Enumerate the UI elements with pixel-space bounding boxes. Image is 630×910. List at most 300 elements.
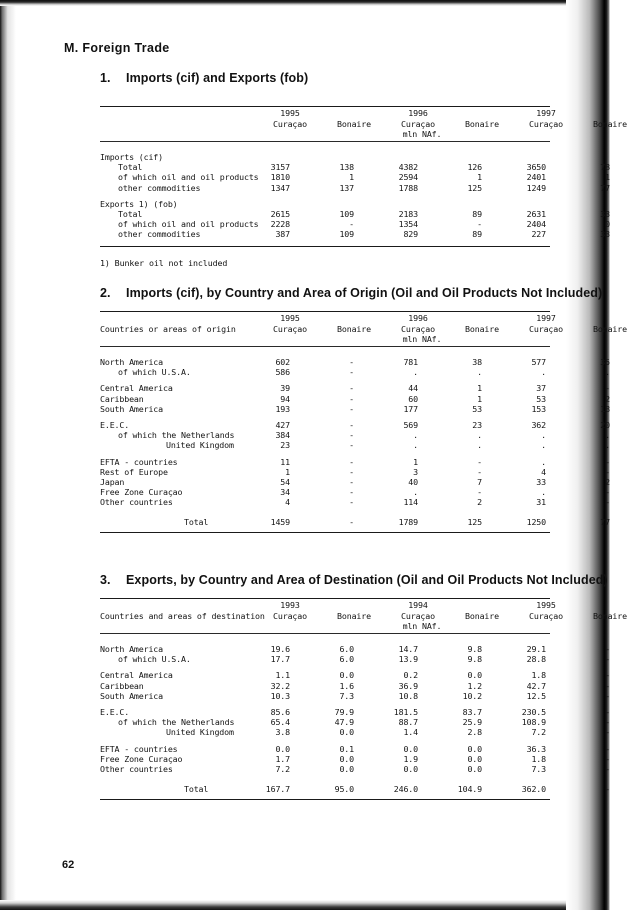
- table-row: [100, 152, 550, 162]
- table-cell: -: [605, 743, 610, 754]
- footnote-bunker-oil: 1) Bunker oil not included: [100, 258, 228, 268]
- table-cell: .: [541, 430, 546, 441]
- table-row: [100, 367, 610, 378]
- section-number: 3.: [100, 573, 111, 587]
- row-spacer: [100, 774, 550, 784]
- table-cell: 177: [403, 403, 418, 414]
- table-row: [100, 690, 610, 701]
- row-label: of which U.S.A.: [118, 367, 191, 378]
- table-cell: 2183: [398, 208, 418, 219]
- table-cell: 0: [605, 219, 610, 230]
- table-cell: 0.0: [339, 727, 354, 738]
- year-header-1995: 1995: [536, 600, 556, 610]
- table-cell: 1: [477, 383, 482, 394]
- section-title: Imports (cif) and Exports (fob): [126, 71, 309, 85]
- total-cell: 125: [467, 517, 482, 528]
- column-header-bonaire-5: Bonaire: [593, 611, 627, 621]
- total-cell: 167.7: [265, 784, 290, 795]
- column-header-bonaire-3: Bonaire: [465, 324, 499, 334]
- table-cell: -: [605, 487, 610, 498]
- row-label: EFTA - countries: [100, 743, 178, 754]
- table-cell: 32.2: [270, 680, 290, 691]
- table-cell: 0.1: [339, 743, 354, 754]
- table-cell: 2: [477, 497, 482, 508]
- table-row: [100, 476, 610, 487]
- table-cell: 1: [349, 172, 354, 183]
- table-cell: 230.5: [521, 706, 546, 717]
- table-cell: 13.9: [398, 654, 418, 665]
- table-cell: -: [477, 487, 482, 498]
- column-header-curaao-0: Curaçao: [273, 611, 307, 621]
- table-cell: 2615: [270, 208, 290, 219]
- table-cell: .: [541, 367, 546, 378]
- section-number: 2.: [100, 286, 111, 300]
- table-cell: .: [413, 440, 418, 451]
- row-label: Total: [118, 162, 143, 173]
- table-cell: -: [349, 419, 354, 430]
- table-cell: 36.3: [526, 743, 546, 754]
- table-cell: 577: [531, 357, 546, 367]
- table-total-row: [100, 784, 610, 795]
- table-cell: 137: [339, 182, 354, 193]
- table-cell: .: [413, 367, 418, 378]
- table-cell: 12.5: [526, 690, 546, 701]
- section-heading-3: [100, 573, 608, 587]
- table-cell: -: [349, 357, 354, 367]
- year-header-1995: 1995: [280, 313, 300, 323]
- table-cell: .: [541, 487, 546, 498]
- table-cell: 78: [600, 162, 610, 173]
- table-row: [100, 487, 610, 498]
- table-cell: .: [605, 430, 610, 441]
- table-cell: 7.2: [275, 763, 290, 774]
- statistical-table-3: [100, 598, 627, 800]
- table-cell: 1354: [398, 219, 418, 230]
- table-cell: -: [477, 456, 482, 467]
- table-cell: 1: [413, 456, 418, 467]
- row-label: North America: [100, 644, 163, 654]
- table-cell: 384: [275, 430, 290, 441]
- table-cell: 6.0: [339, 644, 354, 654]
- unit-label: mln NAf.: [402, 621, 442, 631]
- total-cell: 77: [600, 517, 610, 528]
- table-cell: -: [605, 383, 610, 394]
- column-header-bonaire-3: Bonaire: [465, 611, 499, 621]
- table-cell: -: [605, 690, 610, 701]
- table-cell: 17.7: [270, 654, 290, 665]
- document-sheet: [16, 6, 627, 896]
- table-row-group: [100, 152, 610, 193]
- table-cell: 181.5: [393, 706, 418, 717]
- table-row-group: [100, 706, 610, 738]
- column-header-bonaire-1: Bonaire: [337, 611, 371, 621]
- table-row: [100, 403, 610, 414]
- table-cell: 7.3: [339, 690, 354, 701]
- section-title: Exports, by Country and Area of Destination (Oil and Oil Products Not Included): [126, 573, 608, 587]
- table-cell: 2594: [398, 172, 418, 183]
- table-cell: 2631: [526, 208, 546, 219]
- table-row: [100, 743, 610, 754]
- row-label: of which the Netherlands: [118, 430, 235, 441]
- table-cell: 829: [403, 229, 418, 240]
- table-cell: -: [605, 670, 610, 681]
- table-cell: 586: [275, 367, 290, 378]
- page-bottom-edge-shadow: [0, 900, 630, 910]
- table-cell: .: [605, 367, 610, 378]
- table-row: [100, 466, 610, 477]
- table-cell: .: [413, 487, 418, 498]
- table-cell: -: [349, 403, 354, 414]
- table-row: [100, 654, 610, 665]
- column-header-curaao-4: Curaçao: [529, 611, 563, 621]
- table-cell: 781: [403, 357, 418, 367]
- row-label: Japan: [100, 476, 125, 487]
- table-row: [100, 182, 610, 193]
- table-cell: 2.8: [467, 727, 482, 738]
- table-cell: 53: [536, 393, 546, 404]
- total-label: Total: [184, 784, 209, 795]
- table-row-group: [100, 383, 610, 414]
- table-cell: 65.4: [270, 717, 290, 728]
- table-cell: 0.0: [403, 763, 418, 774]
- table-cell: -: [349, 487, 354, 498]
- section-number: 1.: [100, 71, 111, 85]
- table-cell: 88.7: [398, 717, 418, 728]
- row-label: of which oil and oil products: [118, 172, 259, 183]
- table-cell: 1: [605, 172, 610, 183]
- table-cell: -: [605, 727, 610, 738]
- table-cell: 3: [413, 466, 418, 477]
- table-cell: 33: [600, 208, 610, 219]
- table-cell: 0.0: [467, 763, 482, 774]
- year-header-1997: 1997: [536, 108, 556, 118]
- table-cell: .: [605, 440, 610, 451]
- table-row: [100, 497, 610, 508]
- page-left-edge-shadow: [0, 0, 16, 910]
- table-row: [100, 383, 610, 394]
- table-header: [100, 312, 627, 346]
- statistical-table-1: [100, 106, 627, 247]
- table-row: [100, 717, 610, 728]
- table-cell: 362: [531, 419, 546, 430]
- year-header-1993: 1993: [280, 600, 300, 610]
- table-header: [100, 107, 627, 141]
- row-label: other commodities: [118, 229, 201, 240]
- table-cell: 19.6: [270, 644, 290, 654]
- row-label: Other countries: [100, 497, 173, 508]
- row-label: Caribbean: [100, 393, 144, 404]
- table-cell: 42.7: [526, 680, 546, 691]
- table-cell: 10.3: [270, 690, 290, 701]
- table-row-group: [100, 456, 610, 508]
- table-stub-header: Countries and areas of destination: [100, 611, 265, 621]
- table-cell: 1: [477, 172, 482, 183]
- table-cell: 1.8: [531, 753, 546, 764]
- row-spacer: [100, 347, 550, 357]
- table-cell: -: [349, 383, 354, 394]
- total-cell: 362.0: [521, 784, 546, 795]
- table-cell: 23: [280, 440, 290, 451]
- table-cell: 0.0: [467, 670, 482, 681]
- table-cell: 9.8: [467, 654, 482, 665]
- table-cell: -: [349, 367, 354, 378]
- table-row-group: [100, 743, 610, 775]
- table-cell: 1.9: [403, 753, 418, 764]
- column-header-bonaire-5: Bonaire: [593, 324, 627, 334]
- table-cell: 47.9: [334, 717, 354, 728]
- table-row: [100, 229, 610, 240]
- table-cell: 28.8: [526, 654, 546, 665]
- table-cell: -: [477, 466, 482, 477]
- table-cell: 54: [280, 476, 290, 487]
- table-cell: 89: [472, 229, 482, 240]
- table-cell: 114: [403, 497, 418, 508]
- table-cell: 2404: [526, 219, 546, 230]
- row-label: of which oil and oil products: [118, 219, 259, 230]
- section-heading-2: [100, 286, 602, 300]
- total-cell: 1459: [270, 517, 290, 528]
- table-cell: 1.6: [339, 680, 354, 691]
- year-header-1995: 1995: [280, 108, 300, 118]
- table-cell: 1249: [526, 182, 546, 193]
- table-cell: -: [349, 393, 354, 404]
- row-label: South America: [100, 403, 163, 414]
- table-cell: 38: [472, 357, 482, 367]
- year-header-1997: 1997: [536, 313, 556, 323]
- column-header-curaao-0: Curaçao: [273, 324, 307, 334]
- table-cell: 1.1: [275, 670, 290, 681]
- table-cell: 0.0: [339, 763, 354, 774]
- table-row: [100, 430, 610, 441]
- table-row: [100, 199, 550, 209]
- table-cell: 11: [280, 456, 290, 467]
- table-header: [100, 599, 627, 633]
- row-label: Other countries: [100, 763, 173, 774]
- table-cell: 4: [285, 497, 290, 508]
- table-cell: -: [605, 456, 610, 467]
- table-row: [100, 162, 610, 173]
- row-label: of which U.S.A.: [118, 654, 191, 665]
- column-header-bonaire-5: Bonaire: [593, 119, 627, 129]
- row-label: other commodities: [118, 182, 201, 193]
- row-spacer: [100, 142, 550, 152]
- table-cell: 602: [275, 357, 290, 367]
- table-cell: -: [349, 476, 354, 487]
- table-cell: 18: [600, 403, 610, 414]
- table-bottom-rule: [100, 246, 550, 247]
- table-cell: 109: [339, 208, 354, 219]
- total-cell: 246.0: [393, 784, 418, 795]
- table-cell: 53: [472, 403, 482, 414]
- table-cell: 1.8: [531, 670, 546, 681]
- table-cell: 60: [408, 393, 418, 404]
- table-row: [100, 670, 610, 681]
- row-label: EFTA - countries: [100, 456, 178, 467]
- table-cell: -: [605, 644, 610, 654]
- table-cell: -: [605, 706, 610, 717]
- table-cell: 39: [280, 383, 290, 394]
- table-cell: 1347: [270, 182, 290, 193]
- total-label: Total: [184, 517, 209, 528]
- table-cell: 7.2: [531, 727, 546, 738]
- table-cell: 0.0: [339, 753, 354, 764]
- row-label: Rest of Europe: [100, 466, 168, 477]
- table-row-group: [100, 670, 610, 701]
- table-cell: 387: [275, 229, 290, 240]
- year-header-1996: 1996: [408, 313, 428, 323]
- row-label: Free Zone Curaçao: [100, 753, 183, 764]
- row-label: Central America: [100, 670, 173, 681]
- table-cell: -: [349, 497, 354, 508]
- row-label: Free Zone Curaçao: [100, 487, 183, 498]
- table-cell: 6.0: [339, 654, 354, 665]
- total-cell: 1250: [526, 517, 546, 528]
- table-cell: 7: [477, 476, 482, 487]
- table-row: [100, 393, 610, 404]
- table-row-group: [100, 419, 610, 451]
- table-row: [100, 219, 610, 230]
- table-total-row: [100, 517, 610, 528]
- table-cell: 25.9: [462, 717, 482, 728]
- table-cell: 1: [285, 466, 290, 477]
- year-header-1994: 1994: [408, 600, 428, 610]
- table-cell: -: [605, 466, 610, 477]
- column-header-curaao-2: Curaçao: [401, 119, 435, 129]
- unit-label: mln NAf.: [402, 334, 442, 344]
- table-cell: -: [349, 466, 354, 477]
- table-cell: -: [477, 219, 482, 230]
- table-cell: 77: [600, 182, 610, 193]
- table-cell: 10.8: [398, 690, 418, 701]
- table-cell: 0.0: [339, 670, 354, 681]
- table-cell: 0.0: [467, 753, 482, 764]
- table-cell: 2401: [526, 172, 546, 183]
- table-row-group: [100, 198, 610, 240]
- column-header-curaao-4: Curaçao: [529, 119, 563, 129]
- table-cell: .: [413, 430, 418, 441]
- table-cell: 126: [467, 162, 482, 173]
- table-row: [100, 419, 610, 430]
- row-label: United Kingdom: [166, 440, 234, 451]
- statistical-table-2: [100, 311, 627, 533]
- column-header-curaao-2: Curaçao: [401, 324, 435, 334]
- column-header-bonaire-1: Bonaire: [337, 119, 371, 129]
- table-row: [100, 753, 610, 764]
- total-cell: 95.0: [334, 784, 354, 795]
- row-label: Imports (cif): [100, 152, 163, 162]
- table-cell: 2: [605, 393, 610, 404]
- table-cell: 569: [403, 419, 418, 430]
- table-cell: .: [477, 367, 482, 378]
- table-cell: 153: [531, 403, 546, 414]
- table-cell: 35: [600, 357, 610, 367]
- table-cell: 1: [477, 393, 482, 404]
- chapter-title: M. Foreign Trade: [64, 41, 170, 55]
- table-row: [100, 680, 610, 691]
- year-header-1996: 1996: [408, 108, 428, 118]
- column-header-curaao-2: Curaçao: [401, 611, 435, 621]
- table-cell: 0.0: [467, 743, 482, 754]
- table-bottom-rule: [100, 799, 550, 800]
- column-header-curaao-4: Curaçao: [529, 324, 563, 334]
- table-cell: -: [349, 456, 354, 467]
- table-cell: 94: [280, 393, 290, 404]
- table-cell: 20: [600, 419, 610, 430]
- total-cell: -: [605, 784, 610, 795]
- section-title: Imports (cif), by Country and Area of Origin (Oil and Oil Products Not Included): [126, 286, 603, 300]
- table-cell: 79.9: [334, 706, 354, 717]
- unit-label: mln NAf.: [402, 129, 442, 139]
- total-cell: 1789: [398, 517, 418, 528]
- table-cell: 108.9: [521, 717, 546, 728]
- row-label: of which the Netherlands: [118, 717, 235, 728]
- table-cell: 1.4: [403, 727, 418, 738]
- column-header-bonaire-1: Bonaire: [337, 324, 371, 334]
- table-cell: 138: [339, 162, 354, 173]
- table-cell: 40: [408, 476, 418, 487]
- page-number: 62: [62, 859, 75, 871]
- table-cell: 7.3: [531, 763, 546, 774]
- table-bottom-rule: [100, 532, 550, 533]
- table-cell: -: [349, 430, 354, 441]
- table-cell: 44: [408, 383, 418, 394]
- column-header-bonaire-3: Bonaire: [465, 119, 499, 129]
- row-label: Caribbean: [100, 680, 144, 691]
- table-cell: 33: [600, 229, 610, 240]
- table-cell: 427: [275, 419, 290, 430]
- table-cell: 109: [339, 229, 354, 240]
- table-cell: 2: [605, 476, 610, 487]
- table-cell: 1788: [398, 182, 418, 193]
- total-cell: -: [349, 517, 354, 528]
- row-label: United Kingdom: [166, 727, 234, 738]
- table-cell: 0.2: [403, 670, 418, 681]
- row-label: Total: [118, 208, 143, 219]
- table-cell: 4: [541, 466, 546, 477]
- table-cell: -: [349, 219, 354, 230]
- table-cell: 4382: [398, 162, 418, 173]
- table-cell: 3650: [526, 162, 546, 173]
- table-cell: -: [605, 753, 610, 764]
- table-cell: -: [349, 440, 354, 451]
- table-row-group: [100, 357, 610, 378]
- row-label: E.E.C.: [100, 419, 130, 430]
- table-cell: 1810: [270, 172, 290, 183]
- table-cell: 36.9: [398, 680, 418, 691]
- table-cell: -: [605, 654, 610, 665]
- table-row: [100, 763, 610, 774]
- table-cell: 89: [472, 208, 482, 219]
- table-cell: 31: [536, 497, 546, 508]
- table-cell: 37: [536, 383, 546, 394]
- table-cell: 1.7: [275, 753, 290, 764]
- table-cell: 3157: [270, 162, 290, 173]
- table-cell: 0.0: [403, 743, 418, 754]
- total-cell: 104.9: [457, 784, 482, 795]
- table-cell: -: [605, 497, 610, 508]
- table-cell: .: [541, 456, 546, 467]
- section-heading-1: [100, 71, 308, 85]
- row-label: South America: [100, 690, 163, 701]
- table-row: [100, 644, 610, 654]
- row-spacer: [100, 634, 550, 644]
- table-row: [100, 706, 610, 717]
- table-cell: 10.2: [462, 690, 482, 701]
- table-cell: .: [541, 440, 546, 451]
- table-cell: 29.1: [526, 644, 546, 654]
- row-spacer: [100, 507, 550, 517]
- row-label: North America: [100, 357, 163, 367]
